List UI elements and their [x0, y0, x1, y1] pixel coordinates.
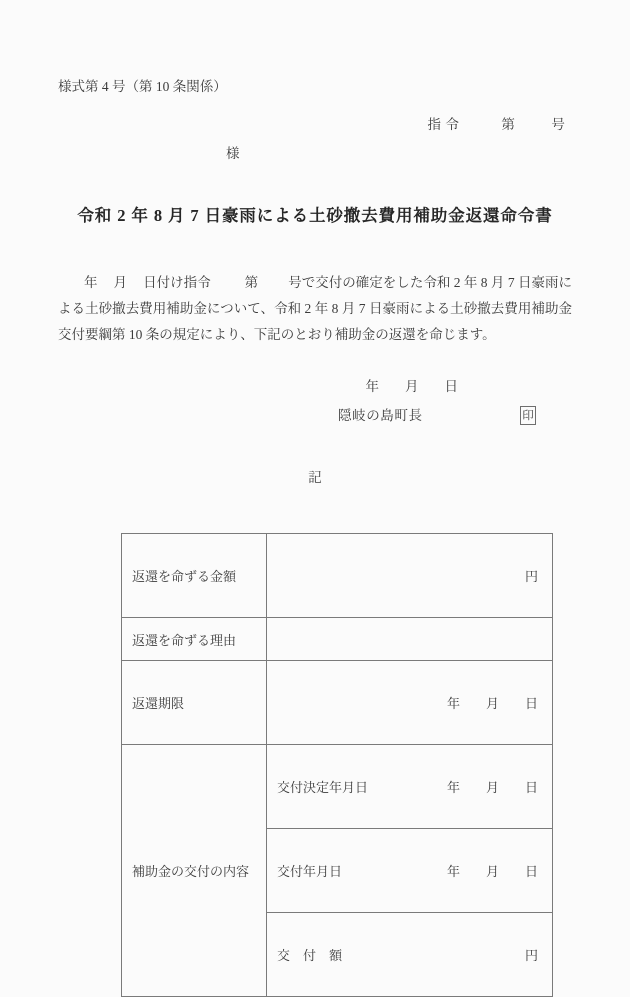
deadline-month: 月	[485, 696, 499, 711]
row-label-return-amount: 返還を命ずる金額	[122, 534, 267, 618]
signature-date-day: 日	[444, 378, 458, 394]
form-number: 様式第 4 号（第 10 条関係）	[58, 79, 227, 94]
return-deadline-date-fields	[277, 693, 542, 712]
signature-date	[352, 366, 458, 407]
row-value-return-reason[interactable]	[267, 618, 553, 661]
grant-decision-date-fields	[447, 777, 542, 796]
body-text-1: 日付け指令	[143, 275, 211, 290]
body-year: 年	[84, 275, 98, 290]
return-order-table	[121, 533, 553, 997]
row-value-grant-amount[interactable]	[267, 913, 553, 997]
directive-number-line	[412, 104, 565, 145]
grant-date-label: 交付年月日	[277, 864, 343, 879]
signature-date-year: 年	[365, 378, 379, 394]
body-text-2: 号で交付の確定をした令和 2 年 8 月 7 日豪雨による土砂撤去費用補助金について、令和 2 年 8 月 7 日豪雨による土砂撤去費用補助金交付要綱第 10 条の規定により、下記のとおり補助金の返還を命じます。	[58, 275, 573, 342]
signature-date-month: 月	[405, 378, 419, 394]
body-paragraph	[58, 270, 572, 348]
directive-gou: 号	[551, 116, 566, 132]
row-value-return-deadline[interactable]	[267, 661, 553, 745]
row-value-return-amount[interactable]	[267, 534, 553, 618]
grant-amount-label: 交 付 額	[277, 948, 343, 963]
body-dai: 第	[244, 275, 259, 290]
table-row	[122, 745, 553, 829]
row-label-grant-contents: 補助金の交付の内容	[122, 745, 267, 997]
directive-label: 指 令	[427, 116, 460, 132]
table-row	[122, 618, 553, 661]
return-amount-unit: 円	[524, 569, 538, 584]
deadline-year: 年	[446, 696, 460, 711]
grant-day: 日	[524, 864, 538, 879]
directive-dai: 第	[501, 116, 516, 132]
grant-date-fields	[447, 861, 542, 880]
addressee-honorific: 様	[226, 146, 240, 161]
table-row	[122, 661, 553, 745]
deadline-day: 日	[524, 696, 538, 711]
grant-year: 年	[446, 864, 460, 879]
grant-amount-unit: 円	[524, 948, 538, 963]
row-label-return-deadline: 返還期限	[122, 661, 267, 745]
table-row	[122, 534, 553, 618]
ki-marker: 記	[308, 470, 322, 485]
row-label-return-reason: 返還を命ずる理由	[122, 618, 267, 661]
document-title: 令和 2 年 8 月 7 日豪雨による土砂撤去費用補助金返還命令書	[77, 206, 553, 225]
seal-stamp-box: 印	[520, 406, 536, 425]
grant-decision-year: 年	[446, 780, 460, 795]
grant-decision-day: 日	[524, 780, 538, 795]
row-value-grant-decision-date[interactable]	[267, 745, 553, 829]
signer-name: 隠岐の島町長	[338, 408, 423, 423]
grant-decision-date-label: 交付決定年月日	[277, 780, 369, 795]
row-value-grant-date[interactable]	[267, 829, 553, 913]
body-month: 月	[113, 275, 128, 290]
grant-decision-month: 月	[485, 780, 499, 795]
grant-month: 月	[485, 864, 499, 879]
return-order-table-wrap	[121, 533, 538, 997]
